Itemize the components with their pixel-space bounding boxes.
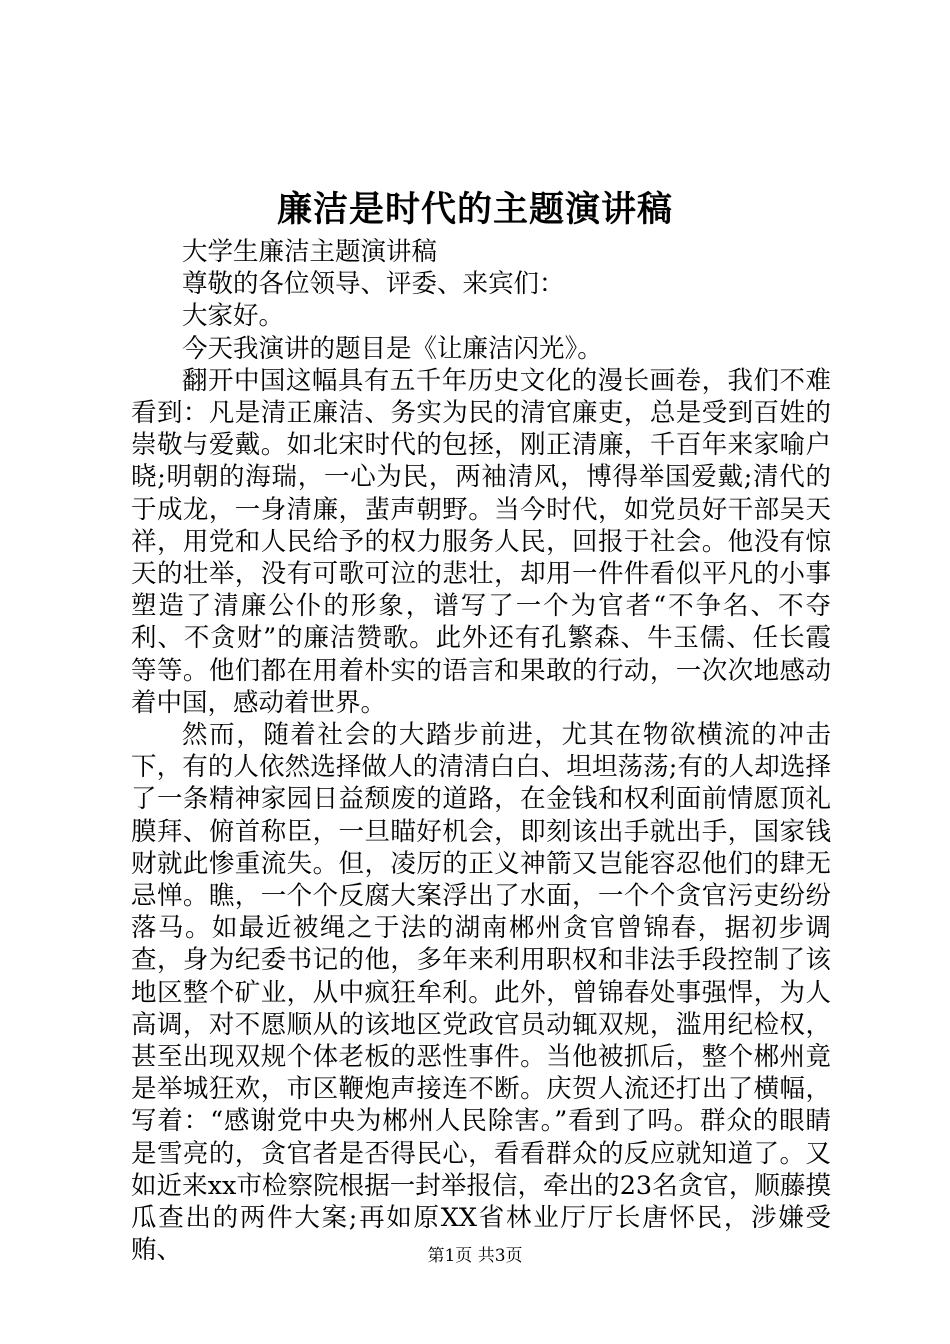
paragraph-subtitle: 大学生廉洁主题演讲稿 bbox=[182, 237, 438, 267]
paragraph-greeting: 大家好。 bbox=[182, 301, 285, 332]
document-title: 廉洁是时代的主题演讲稿 bbox=[276, 189, 673, 230]
paragraph-topic: 今天我演讲的题目是《让廉洁闪光》。 bbox=[182, 333, 603, 364]
paragraph-history: 翻开中国这幅具有五千年历史文化的漫长画卷，我们不难看到：凡是清正廉洁、务实为民的清官廉吏，总是受到百姓的崇敬与爱戴。如北宋时代的包拯，刚正清廉，千百年来家喻户晓;明朝的海瑞，一心为民，两袖清风，博得举国爱戴;清代的于成龙，一身清廉，蜚声朝野。当今时代，如党员好干部吴天祥，用党和人民给予的权力服务人民，回报于社会。他没有惊天的壮举，没有可歌可泣的悲壮，却用一件件看似平凡的小事塑造了清廉公仆的形象，谱写了一个为官者“不争名、不夺利、不贪财”的廉洁赞歌。此外还有孔繁森、牛玉儒、任长霞等等。他们都在用着朴实的语言和果敢的行动，一次次地感动着中国，感动着世界。 bbox=[131, 365, 831, 718]
paragraph-corruption: 然而，随着社会的大踏步前进，尤其在物欲横流的冲击下，有的人依然选择做人的清清白白、坦坦荡荡;有的人却选择了一条精神家园日益颓废的道路，在金钱和权利面前情愿顶礼膜拜、俯首称臣，一旦瞄好机会，即刻该出手就出手，国家钱财就此惨重流失。但，凌厉的正义神箭又岂能容忍他们的肆无忌惮。瞧，一个个反腐大案浮出了水面，一个个贪官污吏纷纷落马。如最近被绳之于法的湖南郴州贪官曾锦春，据初步调查，身为纪委书记的他，多年来利用职权和非法手段控制了该地区整个矿业，从中疯狂牟利。此外，曾锦春处事强悍，为人高调，对不愿顺从的该地区党政官员动辄双规，滥用纪检权，甚至出现双规个体老板的恶性事件。当他被抓后，整个郴州竟是举城狂欢，市区鞭炮声接连不断。庆贺人流还打出了横幅，写着：“感谢党中央为郴州人民除害。”看到了吗。群众的眼睛是雪亮的，贪官者是否得民心，看看群众的反应就知道了。又如近来xx市检察院根据一封举报信，牵出的23名贪官，顺藤摸瓜查出的两件大案;再如原XX省林业厅厅长唐怀民，涉嫌受贿、 bbox=[131, 720, 831, 1266]
document-body bbox=[131, 236, 831, 1267]
paragraph-salutation: 尊敬的各位领导、评委、来宾们： bbox=[182, 269, 565, 300]
page-number-footer: 第1页 共3页 bbox=[427, 1246, 523, 1266]
